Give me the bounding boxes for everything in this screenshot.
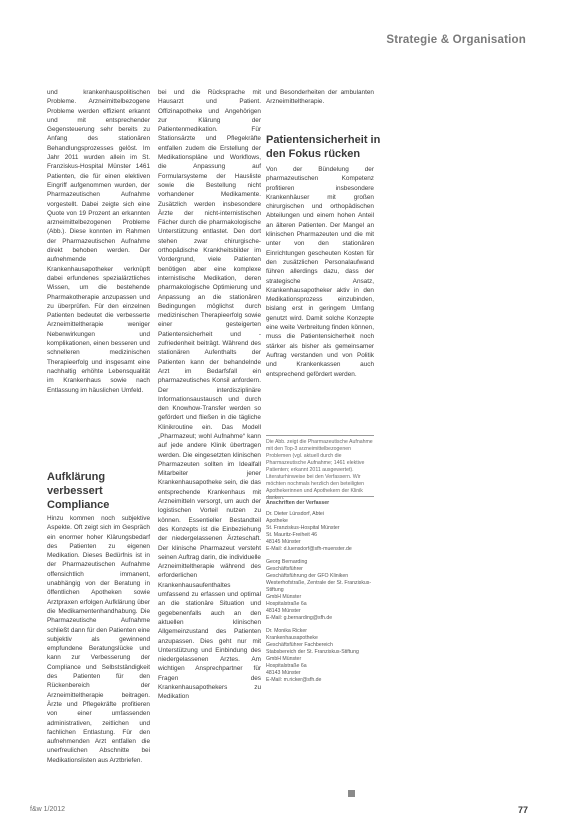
figure-note xyxy=(266,439,374,502)
figure-note-text: Die Abb. zeigt die Pharmazeutische Aufnahme mit den Top-3 arzneimittelbezogenen Problemen (vgl. aktuell durch die Pharmazeutische Aufnahme; 1461 elektive Patienten; erkannt 2011 ausgewertet). Literaturhinweise bei den Verfassern. Wir möchten nochmals herzlich den beteiligten Apothekerinnen und Apothekern der Klinik danken. xyxy=(266,439,373,501)
section-heading-compliance: Aufklärung verbessert Compliance xyxy=(47,471,110,511)
issue-label: f&w 1/2012 xyxy=(30,806,66,813)
note-divider xyxy=(266,435,374,436)
section-heading-patient-safety: Patientensicherheit in den Fokus rücken xyxy=(266,134,381,160)
article-column-2 xyxy=(158,88,261,702)
column-3b-text: Von der Bündelung der pharmazeutischen Kompetenz profitieren insbesondere Krankenhäuser mit großen chirurgischen und orthopädischen Abteilungen und einem hohen Anteil an älteren Patienten. Der Mangel an klinischen Pharmazeuten und die mit unter von den stationären Einrichtungen gescheuten Kosten für den zusätzlichen Personalaufwand führen allerdings dazu, dass der strategische Ansatz, Krankenhausapotheker aktiv in den Medikationsprozess einzubinden, bislang erst in geringem Umfang genutzt wird. Damit solche Konzepte eine weite Verbreitung finden können, muss die Patientensicherheit noch stärker als bisher als gemeinsamer Auftrag verstanden und von Politik und Krankenkassen auch entsprechend gefördert werden. xyxy=(266,166,374,378)
contact-line: 48145 Münster xyxy=(266,539,301,545)
contact-line: Dr. Dieter Lünsdorf, Abtei xyxy=(266,511,324,517)
column-3-text: und Besonderheiten der ambulanten Arzneimitteltherapie. xyxy=(266,89,374,106)
contact-line: 48143 Münster xyxy=(266,670,301,676)
contact-line: Geschäftsführer Fachbereich xyxy=(266,642,333,648)
column-2-text: bei und die Rücksprache mit Hausarzt und Patient. Offizinapotheke und Angehörigen zur Klärung der Patientenmedikation. Für Stationsärzte und Pflegekräfte entfallen zudem die Erstellung der Medikationspläne und Workflows, die Anpassung auf Formularsysteme der Hausliste sowie die Bestellung nicht vorhandener Medikamente. Zusätzlich werden insbesondere Ärzte der nicht-internistischen Fächer durch die pharmakologische Unterstützung entlastet. Den dort stehen zwar chirurgische-orthopädische Krankheitsbilder im Vordergrund, viele Patienten benötigen aber eine komplexe internistische Medikation, deren pharmakologische Optimierung und Anpassung an die stationären Bedingungen möglichst durch medizinischen Therapieerfolg sowie einer gesteigerten Patientensicherheit und -zufriedenheit beiträgt. Während des stationären Aufenthalts der Patienten kann der behandelnde Arzt im Bedarfsfall ein pharmazeutisches Konsil anfordern. Der interdisziplinäre Informationsaustausch und durch den Knowhow-Transfer werden so gefördert und fließen in die tägliche Klinikroutine ein. Das Modell „Pharmazeut; wohl Aufnahme“ kann auf jede andere Klinik übertragen werden. Die eingesetzten klinischen Pharmazeuten sollten im Idealfall Mitarbeiter jener Krankenhausapotheke sein, die das entsprechende Krankenhaus mit Arzneimitteln versorgt, um auch der logistischen Vorteil nutzen zu können. Essentieller Bestandteil des Konzepts ist die Einbeziehung der niedergelassenen Ärzteschaft. Der klinische Pharmazeut versteht seinen Auftrag darin, die individuelle Arzneimitteltherapie während des erforderlichen Krankenhausaufenthaltes umfassend zu erfassen und optimal an die stationäre Situation und gegebenenfalls auch an den aktuellen klinischen Allgemeinzustand des Patienten anzupassen. Dies geht nur mit Unterstützung und Einbindung des niedergelassenen Arztes. Am wichtigen Ansprechpartner für Fragen des Krankenhausapothekers zu Medikation xyxy=(158,89,261,701)
section-label: Strategie & Organisation xyxy=(386,34,526,46)
contact-line: Hospitalstraße 6a xyxy=(266,601,307,607)
contact-line: Dr. Monika Ricker xyxy=(266,628,307,634)
contacts-divider xyxy=(266,496,374,497)
contact-line: 48143 Münster xyxy=(266,608,301,614)
contact-line: Geschäftsführung der GFO Kliniken xyxy=(266,573,349,579)
contact-line: Westerhofstraße, Zentrale der St. Franziskus-Stiftung xyxy=(266,580,372,593)
contact-email[interactable]: E-Mail: m.ricker@sfh.de xyxy=(266,677,322,683)
contact-line: Stabsbereich der St. Franziskus-Stiftung xyxy=(266,649,359,655)
contact-line: GmbH Münster xyxy=(266,656,302,662)
article-column-3 xyxy=(266,88,374,107)
contact-email[interactable]: E-Mail: d.luensdorf@sfh-muenster.de xyxy=(266,546,352,552)
contact-line: Geschäftsführer xyxy=(266,566,303,572)
article-end-mark xyxy=(348,790,355,797)
contact-email[interactable]: E-Mail: g.bernarding@sfh.de xyxy=(266,615,333,621)
contact-block xyxy=(266,628,374,684)
contact-line: Georg Bernarding xyxy=(266,559,308,565)
contact-line: GmbH Münster xyxy=(266,594,302,600)
contact-line: Hospitalstraße 6a xyxy=(266,663,307,669)
column-1-text: und krankenhauspolitischen Probleme. Arzneimittelbezogene Probleme werden effizient erkannt und mit entsprechender Gegensteuerung sehr bereits zu Anfang des stationären Behandlungsprozesses gelöst. Im Jahr 2011 wurden allein im St. Franziskus-Hospital Münster 1461 Patienten, die für einen elektiven Eingriff aufgenommen wurden, der Pharmazeutischen Aufnahme vorgestellt. Dabei zeigte sich eine Quote von 19 Prozent an erkannten arzneimittelbezogenen Probleme (Abb.). Diese konnten im Rahmen der Pharmazeutischen Aufnahme direkt behoben werden. Der aufnehmende Krankenhausapotheker verknüpft dabei erfundenes spezialärztliches Wissen, um die bestehende Pharmakotherapie anzupassen und zu überprüfen. Für den einzelnen Patienten bedeutet die verbesserte Arzneimitteltherapie weniger Nebenwirkungen und komplikationen, einen besseren und schnelleren medizinischen Therapieerfolg und insgesamt eine nachhaltig erhöhte Lebensqualität im Krankenhaus sowie nach Entlassung im häuslichen Umfeld. xyxy=(47,89,150,394)
contact-block xyxy=(266,559,374,622)
contact-block xyxy=(266,511,374,553)
column-1b-text: Hinzu kommen noch subjektive Aspekte. Oft zeigt sich im Gespräch ein enormer hoher Klärungsbedarf des Patienten zu eigenen Medikation. Dieses Bedürfnis ist in der Pharmazeutischen Aufnahme offensichtlich immanent, unabhängig von der Beratung in öffentlichen Apotheken sowie Arztpraxen erfolgen Aufklärung über die Medikamentenhandhabung. Die Pharmazeutische Aufnahme schließt dann für den Patienten eine subjektiv als gewinnend empfundene Beratungslücke und kann zur Verbesserung der Compliance und Selbstständigkeit des Patienten für den Rückenbereich der Arzneimitteltherapie beitragen. Ärzte und Pflegekräfte profitieren von einer umfassenden administrativen, zeitlichen und fachlichen Entlastung. Für den aufnehmenden Arzt entfallen die unerfreulichen Abschnitte bei Medikationslisten aus Arztbriefen. xyxy=(47,515,150,764)
author-contacts xyxy=(266,500,374,690)
page-number: 77 xyxy=(518,805,529,815)
contact-line: Apotheke xyxy=(266,518,288,524)
article-column-3-continued xyxy=(266,165,374,379)
article-column-1 xyxy=(47,88,150,395)
contact-line: St. Mauritz-Freiheit 46 xyxy=(266,532,318,538)
contact-line: Krankenhausapotheke xyxy=(266,635,318,641)
contacts-title: Anschriften der Verfasser xyxy=(266,500,330,506)
contact-line: St. Franziskus-Hospital Münster xyxy=(266,525,340,531)
article-column-1-continued xyxy=(47,514,150,765)
